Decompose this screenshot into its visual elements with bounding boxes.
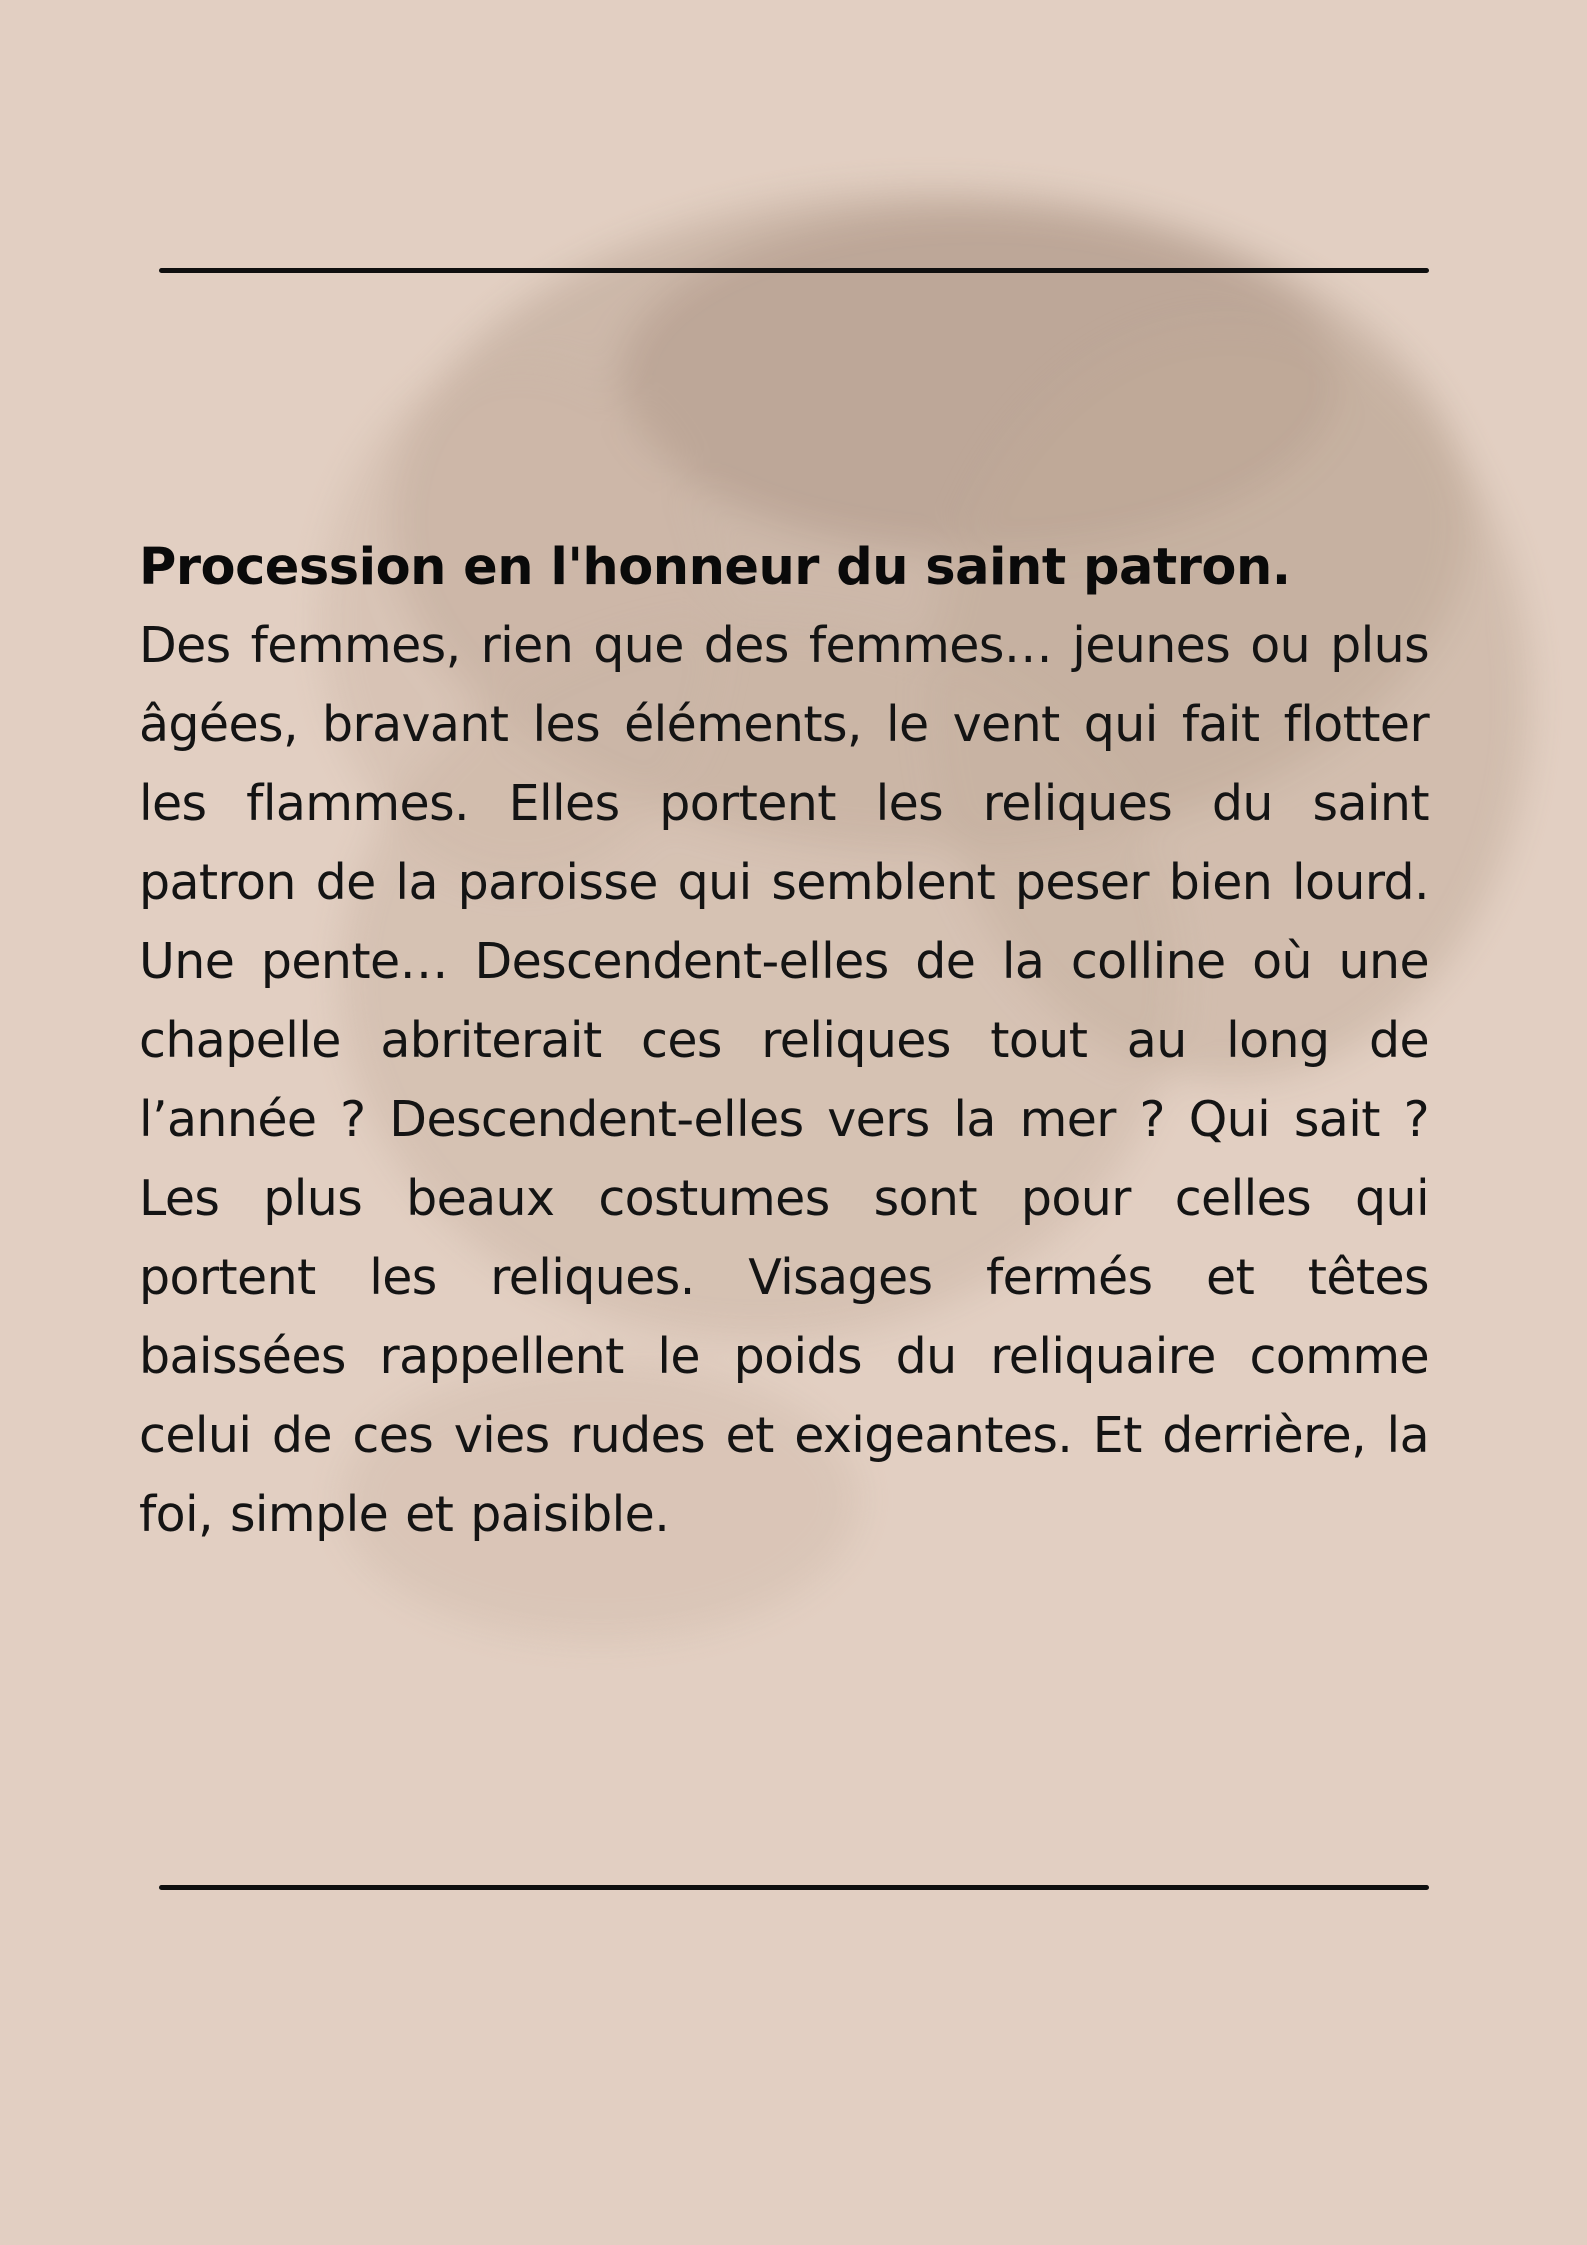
bottom-divider	[159, 1885, 1429, 1890]
document-title: Procession en l'honneur du saint patron.	[139, 538, 1291, 597]
document-body: Des femmes, rien que des femmes… jeunes ou plus âgées, bravant les éléments, le vent qui fait flotter les flammes. Elles portent les reliques du saint patron de la paroisse qui semblent peser bien lourd. Une pente… Descendent-elles de la colline où une chapelle abriterait ces reliques tout au long de l’année ? Descendent-elles vers la mer ? Qui sait ? Les plus beaux costumes sont pour celles qui portent les reliques. Visages fermés et têtes baissées rappellent le poids du reliquaire comme celui de ces vies rudes et exigeantes. Et derrière, la foi, simple et paisible.	[139, 617, 1429, 1543]
text-block	[139, 530, 1429, 1554]
top-divider	[159, 268, 1429, 273]
